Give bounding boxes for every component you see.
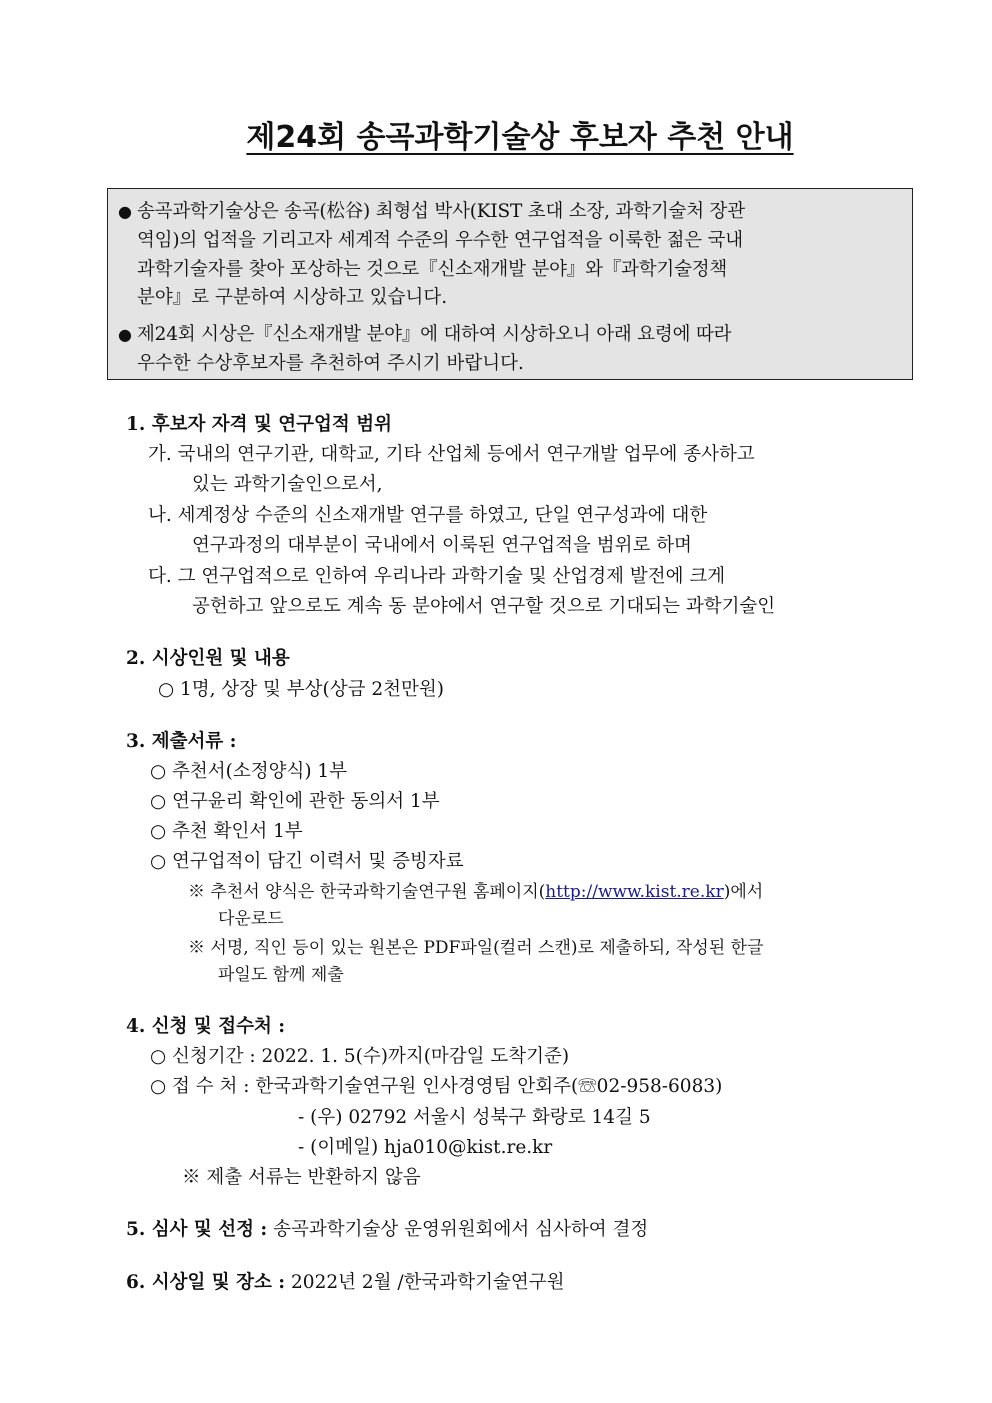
s1-line: 가. 국내의 연구기관, 대학교, 기타 산업체 등에서 연구개발 업무에 종사하고 bbox=[148, 444, 755, 465]
s3-item: ○ 연구윤리 확인에 관한 동의서 1부 bbox=[150, 791, 440, 812]
s3-note: 다운로드 bbox=[218, 909, 284, 929]
s3-note: ※ 추천서 양식은 한국과학기술연구원 홈페이지(http://www.kist.re.kr)에서 bbox=[188, 882, 764, 902]
intro-line: 분야』로 구분하여 시상하고 있습니다. bbox=[137, 287, 448, 308]
s4-item: ○ 접 수 처 : 한국과학기술연구원 인사경영팀 안회주(☏02-958-6083) bbox=[150, 1076, 723, 1097]
bullet-icon: ● bbox=[118, 325, 132, 344]
s1-line: 공헌하고 앞으로도 계속 동 분야에서 연구할 것으로 기대되는 과학기술인 bbox=[192, 596, 776, 617]
s3-item: ○ 연구업적이 담긴 이력서 및 증빙자료 bbox=[150, 851, 464, 872]
homepage-link[interactable]: http://www.kist.re.kr bbox=[545, 882, 724, 902]
intro-line: 송곡과학기술상은 송곡(松谷) 최형섭 박사(KIST 초대 소장, 과학기술처 장관 bbox=[137, 201, 745, 222]
intro-line: 역임)의 업적을 기리고자 세계적 수준의 우수한 연구업적을 이룩한 젊은 국내 bbox=[137, 230, 743, 251]
section-3-heading: 3. 제출서류 : bbox=[126, 731, 237, 752]
s4-address: - (우) 02792 서울시 성북구 화랑로 14길 5 bbox=[298, 1107, 651, 1128]
section-5: 5. 심사 및 선정 : 송곡과학기술상 운영위원회에서 심사하여 결정 bbox=[126, 1219, 649, 1240]
section-1-heading: 1. 후보자 자격 및 연구업적 범위 bbox=[126, 414, 392, 435]
s1-line: 연구과정의 대부분이 국내에서 이룩된 연구업적을 범위로 하며 bbox=[192, 535, 692, 556]
s1-line: 다. 그 연구업적으로 인하여 우리나라 과학기술 및 산업경제 발전에 크게 bbox=[148, 566, 726, 587]
page-title: 제24회 송곡과학기술상 후보자 추천 안내 bbox=[246, 120, 794, 155]
section-5-heading: 5. 심사 및 선정 : bbox=[126, 1219, 268, 1240]
s3-item: ○ 추천 확인서 1부 bbox=[150, 821, 303, 842]
section-4-heading: 4. 신청 및 접수처 : bbox=[126, 1016, 286, 1037]
s4-email: - (이메일) hja010@kist.re.kr bbox=[298, 1137, 553, 1158]
s4-item: ○ 신청기간 : 2022. 1. 5(수)까지(마감일 도착기준) bbox=[150, 1046, 570, 1067]
s1-line: 있는 과학기술인으로서, bbox=[192, 474, 383, 495]
intro-line: 우수한 수상후보자를 추천하여 주시기 바랍니다. bbox=[137, 353, 524, 374]
s4-note: ※ 제출 서류는 반환하지 않음 bbox=[182, 1167, 421, 1188]
intro-line: 제24회 시상은『신소재개발 분야』에 대하여 시상하오니 아래 요령에 따라 bbox=[137, 324, 732, 345]
s3-note: ※ 서명, 직인 등이 있는 원본은 PDF파일(컬러 스캔)로 제출하되, 작성된 한글 bbox=[188, 938, 764, 958]
section-6-heading: 6. 시상일 및 장소 : bbox=[126, 1272, 286, 1293]
section-2-heading: 2. 시상인원 및 내용 bbox=[126, 648, 290, 669]
s1-line: 나. 세계정상 수준의 신소재개발 연구를 하였고, 단일 연구성과에 대한 bbox=[148, 505, 708, 526]
bullet-icon: ● bbox=[118, 202, 132, 221]
intro-line: 과학기술자를 찾아 포상하는 것으로『신소재개발 분야』와『과학기술정책 bbox=[137, 259, 728, 280]
s3-note: 파일도 함께 제출 bbox=[218, 965, 344, 985]
section-6: 6. 시상일 및 장소 : 2022년 2월 /한국과학기술연구원 bbox=[126, 1272, 565, 1293]
s3-item: ○ 추천서(소정양식) 1부 bbox=[150, 761, 348, 782]
s2-item: ○ 1명, 상장 및 부상(상금 2천만원) bbox=[158, 679, 444, 700]
